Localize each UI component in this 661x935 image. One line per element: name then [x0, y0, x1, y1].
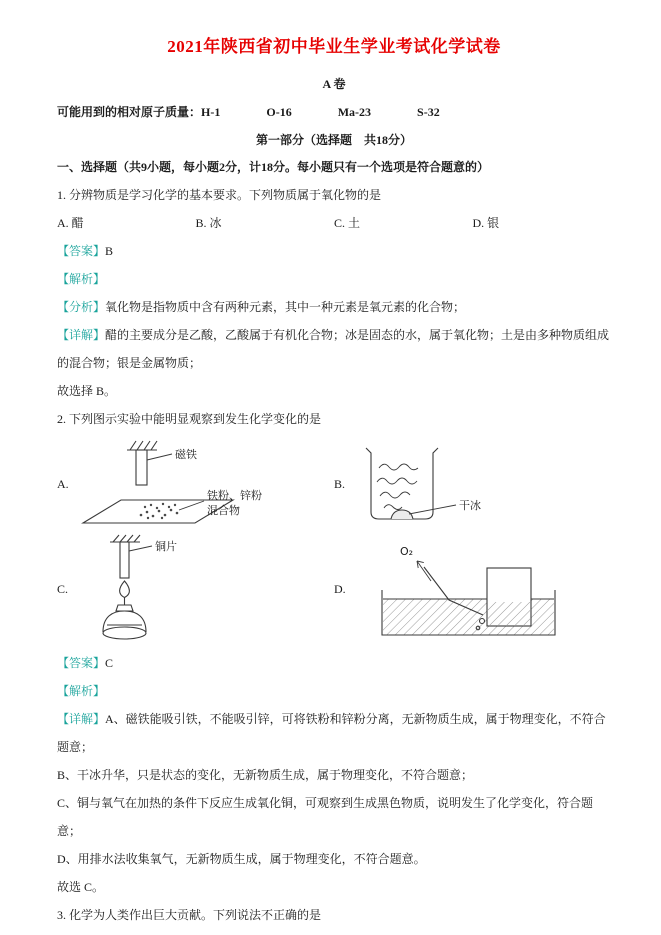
q1-options	[57, 210, 611, 238]
magnet-bar	[136, 450, 147, 485]
section-heading: 一、选择题（共9小题，每小题2分，计18分。每小题只有一个选项是符合题意的）	[57, 160, 490, 175]
q1-stem: 1. 分辨物质是学习化学的基本要求。下列物质属于氧化物的是	[57, 188, 382, 203]
answer-marker: 【答案】	[57, 655, 106, 670]
magnet-pointer-line	[147, 454, 172, 460]
atomic-mass-item-ma: Ma-23	[337, 104, 372, 119]
oxygen-label: O₂	[399, 544, 413, 558]
beaker-outline	[366, 448, 438, 519]
gas-flow-arrow	[417, 561, 431, 581]
q2-figure-a-key: A.	[57, 477, 69, 492]
q2-answer-value: C	[105, 655, 114, 670]
q2-figure-a	[57, 439, 334, 531]
q2-figure-c	[57, 534, 334, 646]
q3-stem: 3. 化学为人类作出巨大贡献。下列说法不正确的是	[57, 907, 322, 922]
figure-copper-heating	[76, 534, 226, 646]
dry-ice-label: 干冰	[459, 499, 482, 512]
q1-option-d: D. 银	[472, 216, 500, 231]
q2-figure-c-key: C.	[57, 582, 69, 597]
q1-analysis-line	[57, 294, 611, 322]
flame	[120, 581, 130, 598]
q1-option-c: C. 土	[334, 216, 361, 231]
page-title: 2021年陕西省初中毕业生学业考试化学试卷	[167, 37, 501, 56]
q1-analysis-text: 氧化物是指物质中含有两种元素，其中一种元素是氧元素的化合物；	[105, 300, 466, 315]
q1-option-a: A. 醋	[57, 216, 84, 231]
q1-option-b: B. 冰	[195, 216, 222, 231]
q2-detail-line-a	[57, 706, 611, 762]
atomic-mass-item-s: S-32	[417, 104, 440, 119]
lamp-neck	[116, 605, 133, 611]
answer-marker: 【答案】	[57, 244, 106, 259]
q2-figures	[57, 437, 611, 647]
mixture-label-line1: 铁粉、锌粉	[206, 489, 262, 502]
explain-marker: 【解析】	[57, 683, 106, 698]
q2-detail-line-b: B、干冰升华，只是状态的变化，无新物质生成，属于物理变化，不符合题意；	[57, 767, 474, 782]
copper-label: 铜片	[155, 540, 178, 553]
magnet-holder-hatch	[127, 441, 157, 450]
atomic-mass-label: 可能用到的相对原子质量：	[57, 104, 202, 119]
part-heading: 第一部分（选择题 共18分）	[255, 132, 412, 147]
q2-detail-line-d: D、用排水法收集氧气，无新物质生成，属于物理变化，不符合题意。	[57, 851, 426, 866]
mixture-label-line2: 混合物	[206, 504, 240, 517]
q2-figure-d	[334, 540, 611, 640]
q2-conclusion: 故选 C。	[57, 879, 105, 894]
q2-detail-line-c: C、铜与氧气在加热的条件下反应生成氧化铜，可观察到生成黑色物质，说明发生了化学变化，符合题意；	[57, 795, 594, 838]
atomic-mass-item-o: O-16	[266, 104, 292, 119]
mixture-pointer-line	[179, 501, 204, 510]
q1-explain-line	[57, 266, 611, 294]
dry-ice-lump	[391, 510, 413, 519]
vapor-squiggles	[377, 464, 418, 510]
q1-conclusion: 故选择 B。	[57, 384, 117, 399]
q2-figure-b-key: B.	[334, 477, 346, 492]
q1-detail-text: 醋的主要成分是乙酸，乙酸属于有机化合物；冰是固态的水，属于氧化物；土是由多种物质组成的混合物；银是金属物质；	[57, 328, 610, 371]
detail-marker: 【详解】	[57, 328, 106, 343]
strip-holder-hatch	[110, 535, 140, 542]
q2-figure-b	[334, 442, 611, 528]
bottle-water	[488, 602, 530, 625]
magnet-label: 磁铁	[174, 448, 197, 461]
q2-explain-line	[57, 678, 611, 706]
q2-detail-text-a: A、磁铁能吸引铁，不能吸引锌，可将铁粉和锌粉分离，无新物质生成，属于物理变化，不符合题意；	[57, 711, 606, 754]
lamp-base	[103, 627, 146, 639]
figure-gas-collection	[354, 540, 569, 640]
explain-marker: 【解析】	[57, 272, 106, 287]
atomic-mass-item-h: H-1	[201, 104, 221, 119]
q2-figure-row-1	[57, 437, 611, 533]
q2-figure-row-2	[57, 533, 611, 647]
q1-detail-line	[57, 322, 611, 378]
atomic-mass-line	[57, 99, 611, 127]
figure-magnet-experiment	[77, 439, 302, 531]
q2-figure-d-key: D.	[334, 582, 346, 597]
q1-answer-value: B	[105, 244, 114, 259]
volume-heading: A 卷	[322, 76, 346, 91]
copper-pointer-line	[129, 546, 152, 551]
copper-strip	[120, 542, 129, 578]
q2-answer-line	[57, 650, 611, 678]
q2-stem: 2. 下列图示实验中能明显观察到发生化学变化的是	[57, 412, 322, 427]
analysis-marker: 【分析】	[57, 300, 106, 315]
figure-dry-ice-beaker	[353, 442, 503, 528]
detail-marker: 【详解】	[57, 711, 106, 726]
powder-pile	[139, 503, 178, 519]
q1-answer-line	[57, 238, 611, 266]
